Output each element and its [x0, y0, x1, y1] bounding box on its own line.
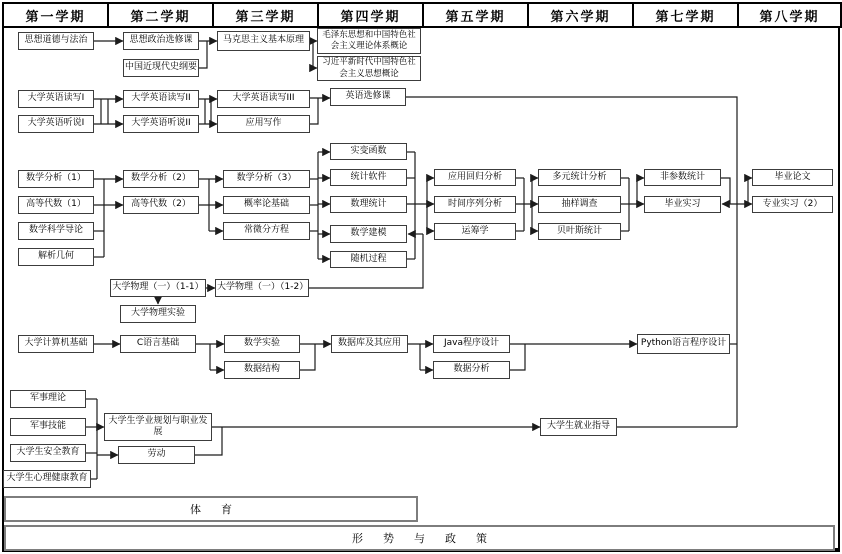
course-time-series-analysis: 时间序列分析 — [434, 196, 516, 213]
semester-header-5: 第五学期 — [422, 2, 529, 28]
course-java-programming: Java程序设计 — [433, 335, 510, 353]
semester-header-3: 第三学期 — [212, 2, 319, 28]
course-mao-zedong-thought: 毛泽东思想和中国特色社会主义理论体系概论 — [317, 28, 421, 54]
course-operations-research: 运筹学 — [434, 223, 516, 240]
course-graduation-internship: 毕业实习 — [644, 196, 721, 213]
course-military-skills: 军事技能 — [10, 418, 86, 436]
course-math-experiment: 数学实验 — [224, 335, 300, 353]
semester-header-1: 第一学期 — [2, 2, 109, 28]
course-safety-education: 大学生安全教育 — [10, 444, 86, 462]
course-mathematical-analysis-1: 数学分析（1） — [18, 170, 94, 188]
course-career-guidance: 大学生就业指导 — [540, 418, 617, 436]
course-military-theory: 军事理论 — [10, 390, 86, 408]
course-advanced-algebra-2: 高等代数（2） — [123, 196, 199, 214]
course-english-elective: 英语选修课 — [330, 88, 406, 106]
semester-header-2: 第二学期 — [107, 2, 214, 28]
course-statistical-software: 统计软件 — [330, 169, 407, 186]
course-mathematical-modeling: 数学建模 — [330, 225, 407, 243]
course-professional-internship-2: 专业实习（2） — [752, 196, 833, 213]
course-sampling-survey: 抽样调查 — [538, 196, 621, 213]
course-data-analysis: 数据分析 — [433, 361, 510, 379]
semester-header-7: 第七学期 — [632, 2, 739, 28]
course-stochastic-processes: 随机过程 — [330, 251, 407, 268]
course-bar-physical-education: 体育 — [4, 496, 418, 522]
course-english-listening-speaking-1: 大学英语听说I — [18, 115, 94, 133]
course-python-programming: Python语言程序设计 — [637, 334, 730, 354]
course-ordinary-differential-equations: 常微分方程 — [223, 222, 310, 240]
course-c-language: C语言基础 — [120, 335, 196, 353]
course-real-variable-functions: 实变函数 — [330, 143, 407, 160]
course-analytic-geometry: 解析几何 — [18, 248, 94, 266]
course-mathematical-analysis-3: 数学分析（3） — [223, 170, 310, 188]
course-mathematical-analysis-2: 数学分析（2） — [123, 170, 199, 188]
course-labor: 劳动 — [118, 446, 195, 464]
course-physics-experiment: 大学物理实验 — [120, 305, 196, 323]
course-nonparametric-statistics: 非参数统计 — [644, 169, 721, 186]
course-probability-theory: 概率论基础 — [223, 196, 310, 214]
semester-header-4: 第四学期 — [317, 2, 424, 28]
course-xi-jinping-thought: 习近平新时代中国特色社会主义思想概论 — [317, 56, 421, 81]
course-bayesian-statistics: 贝叶斯统计 — [538, 223, 621, 240]
course-ideological-political-elective: 思想政治选修课 — [123, 32, 199, 50]
course-intro-mathematical-science: 数学科学导论 — [18, 222, 94, 240]
course-english-reading-writing-1: 大学英语读写I — [18, 90, 94, 108]
course-english-reading-writing-2: 大学英语读写II — [123, 90, 199, 108]
course-college-physics-1-2: 大学物理（一）（1-2） — [215, 279, 309, 297]
course-multivariate-statistics: 多元统计分析 — [538, 169, 621, 186]
course-modern-chinese-history: 中国近现代史纲要 — [123, 59, 199, 77]
course-college-physics-1-1: 大学物理（一）（1-1） — [110, 279, 206, 297]
course-bar-situation-and-policy: 形势与政策 — [4, 525, 835, 551]
course-ideological-morality-law: 思想道德与法治 — [18, 32, 94, 50]
semester-header-6: 第六学期 — [527, 2, 634, 28]
course-mathematical-statistics: 数理统计 — [330, 196, 407, 213]
course-graduation-thesis: 毕业论文 — [752, 169, 833, 186]
semester-header-8: 第八学期 — [737, 2, 842, 28]
course-advanced-algebra-1: 高等代数（1） — [18, 196, 94, 214]
course-database-applications: 数据库及其应用 — [331, 335, 408, 353]
course-english-reading-writing-3: 大学英语读写III — [217, 90, 310, 108]
course-applied-regression-analysis: 应用回归分析 — [434, 169, 516, 186]
course-marxism-basic-principles: 马克思主义基本原理 — [217, 31, 310, 51]
course-academic-career-planning: 大学生学业规划与职业发展 — [104, 413, 212, 441]
course-applied-writing: 应用写作 — [217, 115, 310, 133]
course-data-structures: 数据结构 — [224, 361, 300, 379]
course-mental-health-education: 大学生心理健康教育 — [3, 470, 91, 488]
course-computer-fundamentals: 大学计算机基础 — [18, 335, 94, 353]
chart-outer-frame — [2, 2, 840, 552]
course-english-listening-speaking-2: 大学英语听说II — [123, 115, 199, 133]
